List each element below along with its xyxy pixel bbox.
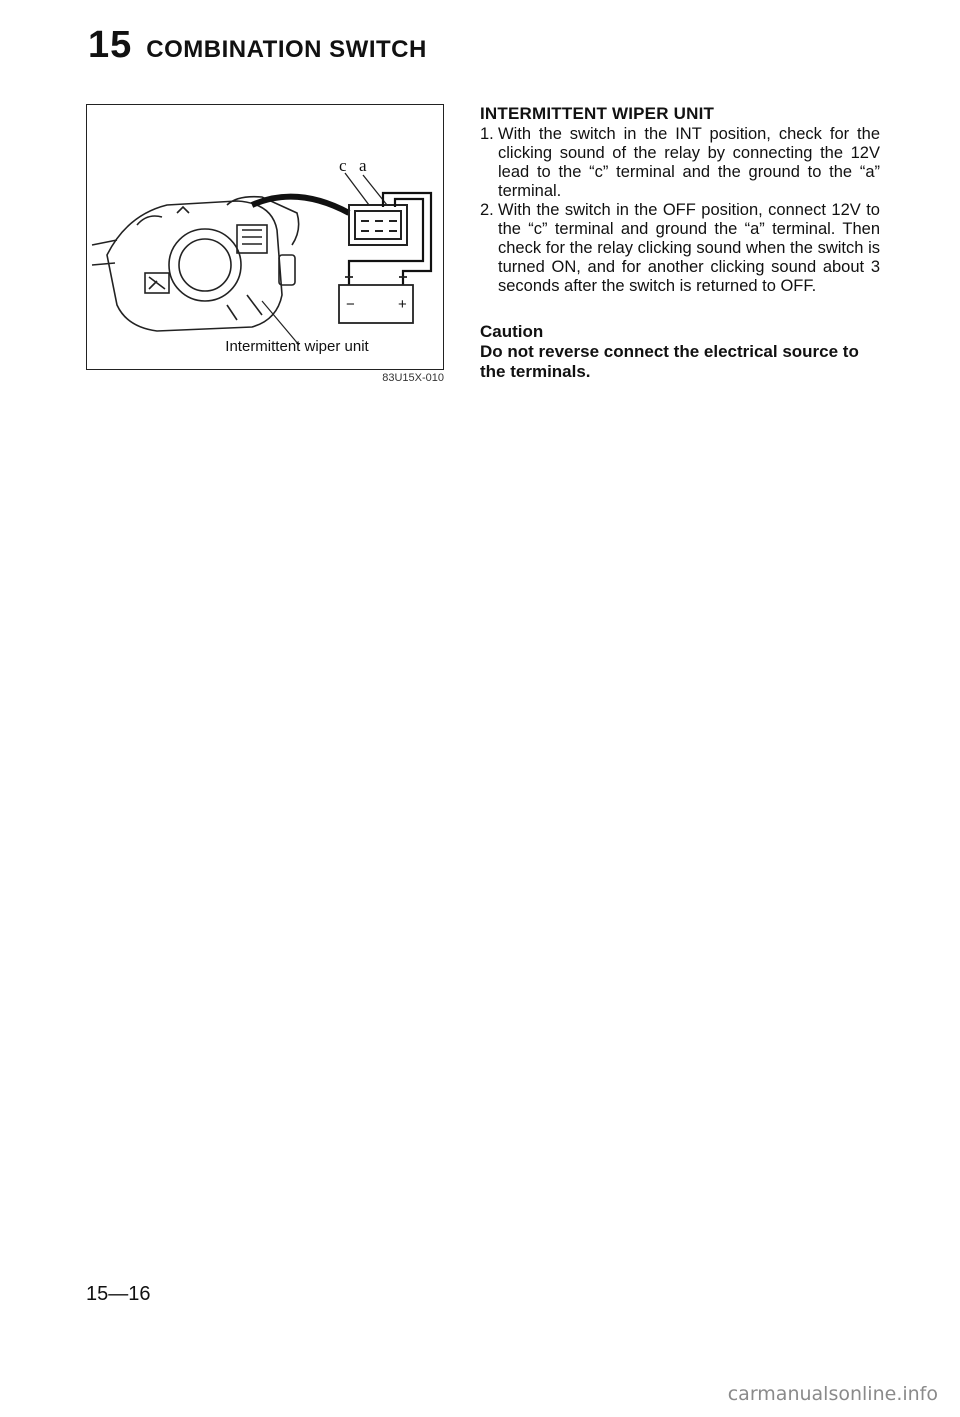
step-item <box>480 201 880 296</box>
terminal-a-label: a <box>359 156 367 175</box>
chapter-title: COMBINATION SWITCH <box>146 36 427 63</box>
text-column <box>480 104 880 382</box>
battery-minus-label: − <box>346 296 355 313</box>
terminal-c-label: c <box>339 156 347 175</box>
step-number: 2. <box>480 201 494 219</box>
caution-text: Do not reverse connect the electrical source to the terminals. <box>480 342 859 381</box>
step-number: 1. <box>480 125 494 143</box>
section-heading: INTERMITTENT WIPER UNIT <box>480 104 715 123</box>
figure-code: 83U15X-010 <box>382 372 444 384</box>
caution-title: Caution <box>480 322 544 341</box>
step-text: With the switch in the OFF position, connect 12V to the “c” terminal and ground the “a” terminal. Then check for the relay clicking sound when the switch is turned ON, and for another clicking sound about 3 seconds after the switch is returned to OFF. <box>498 201 880 295</box>
footer-watermark: carmanualsonline.info <box>727 1383 938 1405</box>
page-header <box>88 24 427 67</box>
battery-plus-label: + <box>398 296 407 313</box>
caution-block <box>480 322 880 382</box>
step-item <box>480 125 880 201</box>
wiper-unit-illustration <box>87 105 443 369</box>
chapter-number: 15 <box>88 24 133 66</box>
page-number: 15—16 <box>86 1283 151 1305</box>
figure-box <box>86 104 444 370</box>
step-text: With the switch in the INT position, check for the clicking sound of the relay by connecting the 12V lead to the “c” terminal and the ground to the “a” terminal. <box>498 125 880 200</box>
figure-caption: Intermittent wiper unit <box>225 338 369 355</box>
